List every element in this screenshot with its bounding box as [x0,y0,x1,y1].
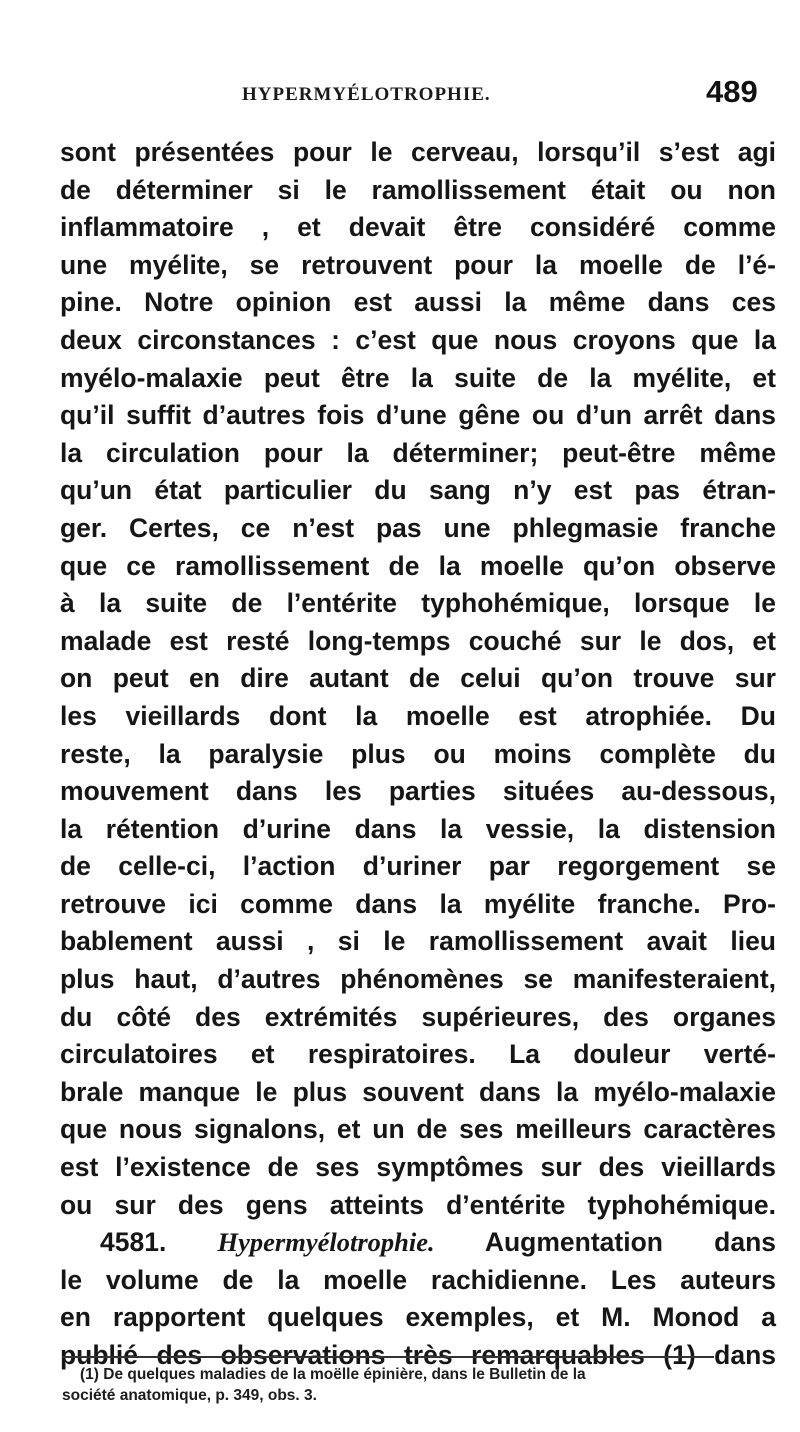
page-number: 489 [706,74,758,109]
section-title: Hypermyélotrophie. [217,1227,435,1258]
section-heading-rest: Augmentation dans [484,1227,776,1258]
footnote-line: société anatomique, p. 349, obs. 3. [62,1387,317,1404]
text-line: à la suite de l’entérite typhohémique, lorsque le [60,588,776,619]
text-line: brale manque le plus souvent dans la myélo-malaxie [60,1076,776,1107]
text-line: plus haut, d’autres phénomènes se manifesteraient, [60,964,776,995]
text-line: qu’il suffit d’autres fois d’une gêne ou d’un arrêt dans [60,400,776,431]
text-line: retrouve ici comme dans la myélite franche. Pro- [60,888,776,919]
text-line: bablement aussi , si le ramollissement avait lieu [60,926,776,957]
text-line: que ce ramollissement de la moelle qu’on observe [60,550,776,581]
text-line: circulatoires et respiratoires. La douleur verté- [60,1039,776,1070]
running-head [0,74,800,118]
text-line: que nous signalons, et un de ses meilleurs caractères [60,1114,776,1145]
body-text [60,134,776,1375]
footnote [62,1364,718,1406]
text-line: le volume de la moelle rachidienne. Les auteurs [60,1264,776,1295]
footnote-rule [62,1356,714,1358]
text-line: publié des observations très remarquables (1) dans [60,1340,776,1370]
text-line: myélo-malaxie peut être la suite de la myélite, et [60,362,776,393]
text-line: ou sur des gens atteints d’entérite typhohémique. [60,1189,776,1220]
text-line: on peut en dire autant de celui qu’on trouve sur [60,663,776,694]
text-line: deux circonstances : c’est que nous croyons que la [60,324,776,355]
text-line: du côté des extrémités supérieures, des organes [60,1001,776,1032]
text-line: une myélite, se retrouvent pour la moelle de l’é- [60,249,776,280]
text-line: reste, la paralysie plus ou moins complète du [60,738,776,769]
text-line: mouvement dans les parties situées au-dessous, [60,776,776,807]
running-title: HYPERMYÉLOTROPHIE. [242,84,491,105]
text-line: en rapportent quelques exemples, et M. Monod a [60,1302,776,1333]
text-line: inflammatoire , et devait être considéré comme [60,212,776,243]
text-line: ger. Certes, ce n’est pas une phlegmasie franche [60,512,776,543]
text-line: la rétention d’urine dans la vessie, la distension [60,813,776,844]
text-line: les vieillards dont la moelle est atrophiée. Du [60,700,776,731]
text-line: sont présentées pour le cerveau, lorsqu’il s’est agi [60,137,776,167]
footnote-line: (1) De quelques maladies de la moëlle épinière, dans le Bulletin de la [80,1366,586,1383]
text-line: pine. Notre opinion est aussi la même dans ces [60,287,776,318]
text-line: de déterminer si le ramollissement était ou non [60,174,776,205]
section-number: 4581. [100,1227,167,1258]
text-line: la circulation pour la déterminer; peut-être même [60,437,776,468]
text-line: de celle-ci, l’action d’uriner par regorgement se [60,851,776,882]
section-heading-line [60,1224,776,1262]
text-line: qu’un état particulier du sang n’y est pas étran- [60,475,776,506]
text-line: est l’existence de ses symptômes sur des vieillards [60,1152,776,1183]
text-line: malade est resté long-temps couché sur le dos, et [60,625,776,656]
